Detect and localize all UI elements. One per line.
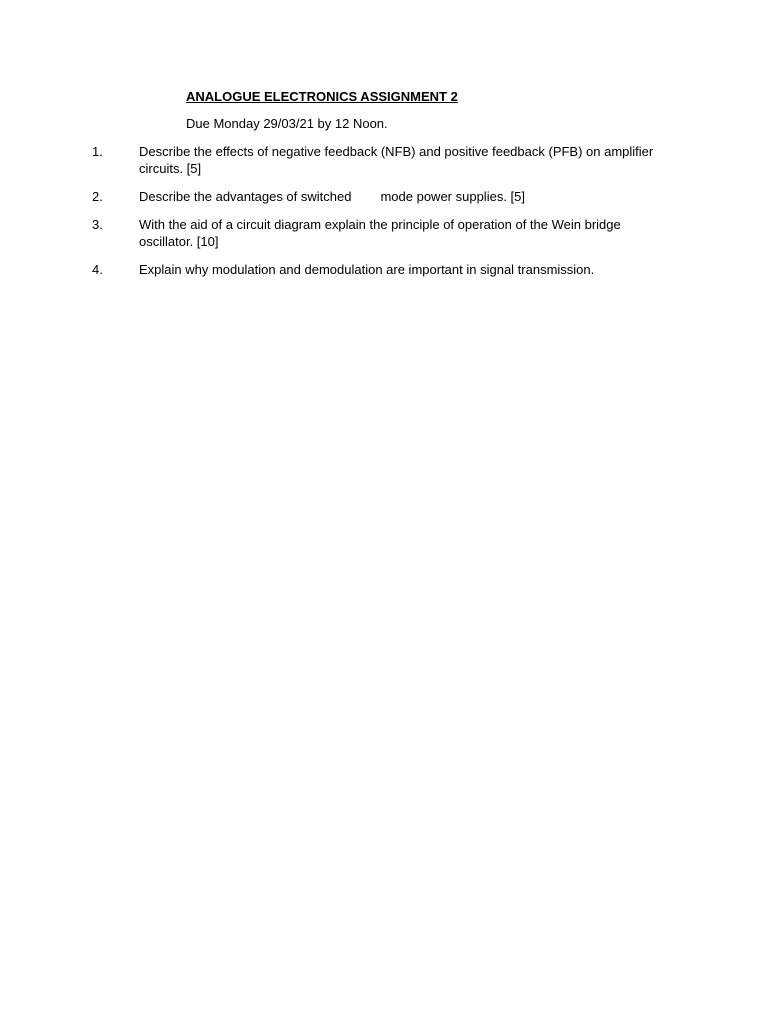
question-number: 4.	[92, 262, 103, 277]
question-number: 1.	[92, 144, 103, 159]
question-text: Explain why modulation and demodulation are important in signal transmission.	[139, 262, 595, 277]
question-text: Describe the effects of negative feedback (NFB) and positive feedback (PFB) on amplifier circuits. [5]	[139, 144, 654, 176]
due-date: Due Monday 29/03/21 by 12 Noon.	[186, 116, 388, 131]
question-item	[92, 188, 662, 205]
assignment-title: ANALOGUE ELECTRONICS ASSIGNMENT 2	[186, 89, 458, 104]
question-item	[92, 261, 662, 278]
question-item	[92, 216, 662, 250]
question-item	[92, 143, 662, 177]
question-text: With the aid of a circuit diagram explain the principle of operation of the Wein bridge oscillator. [10]	[139, 217, 621, 249]
question-text-part: Describe the advantages of switched	[139, 189, 352, 204]
question-text-part: mode power supplies. [5]	[380, 189, 525, 204]
question-list	[92, 143, 662, 289]
question-number: 3.	[92, 217, 103, 232]
question-number: 2.	[92, 189, 103, 204]
question-text	[139, 188, 659, 205]
